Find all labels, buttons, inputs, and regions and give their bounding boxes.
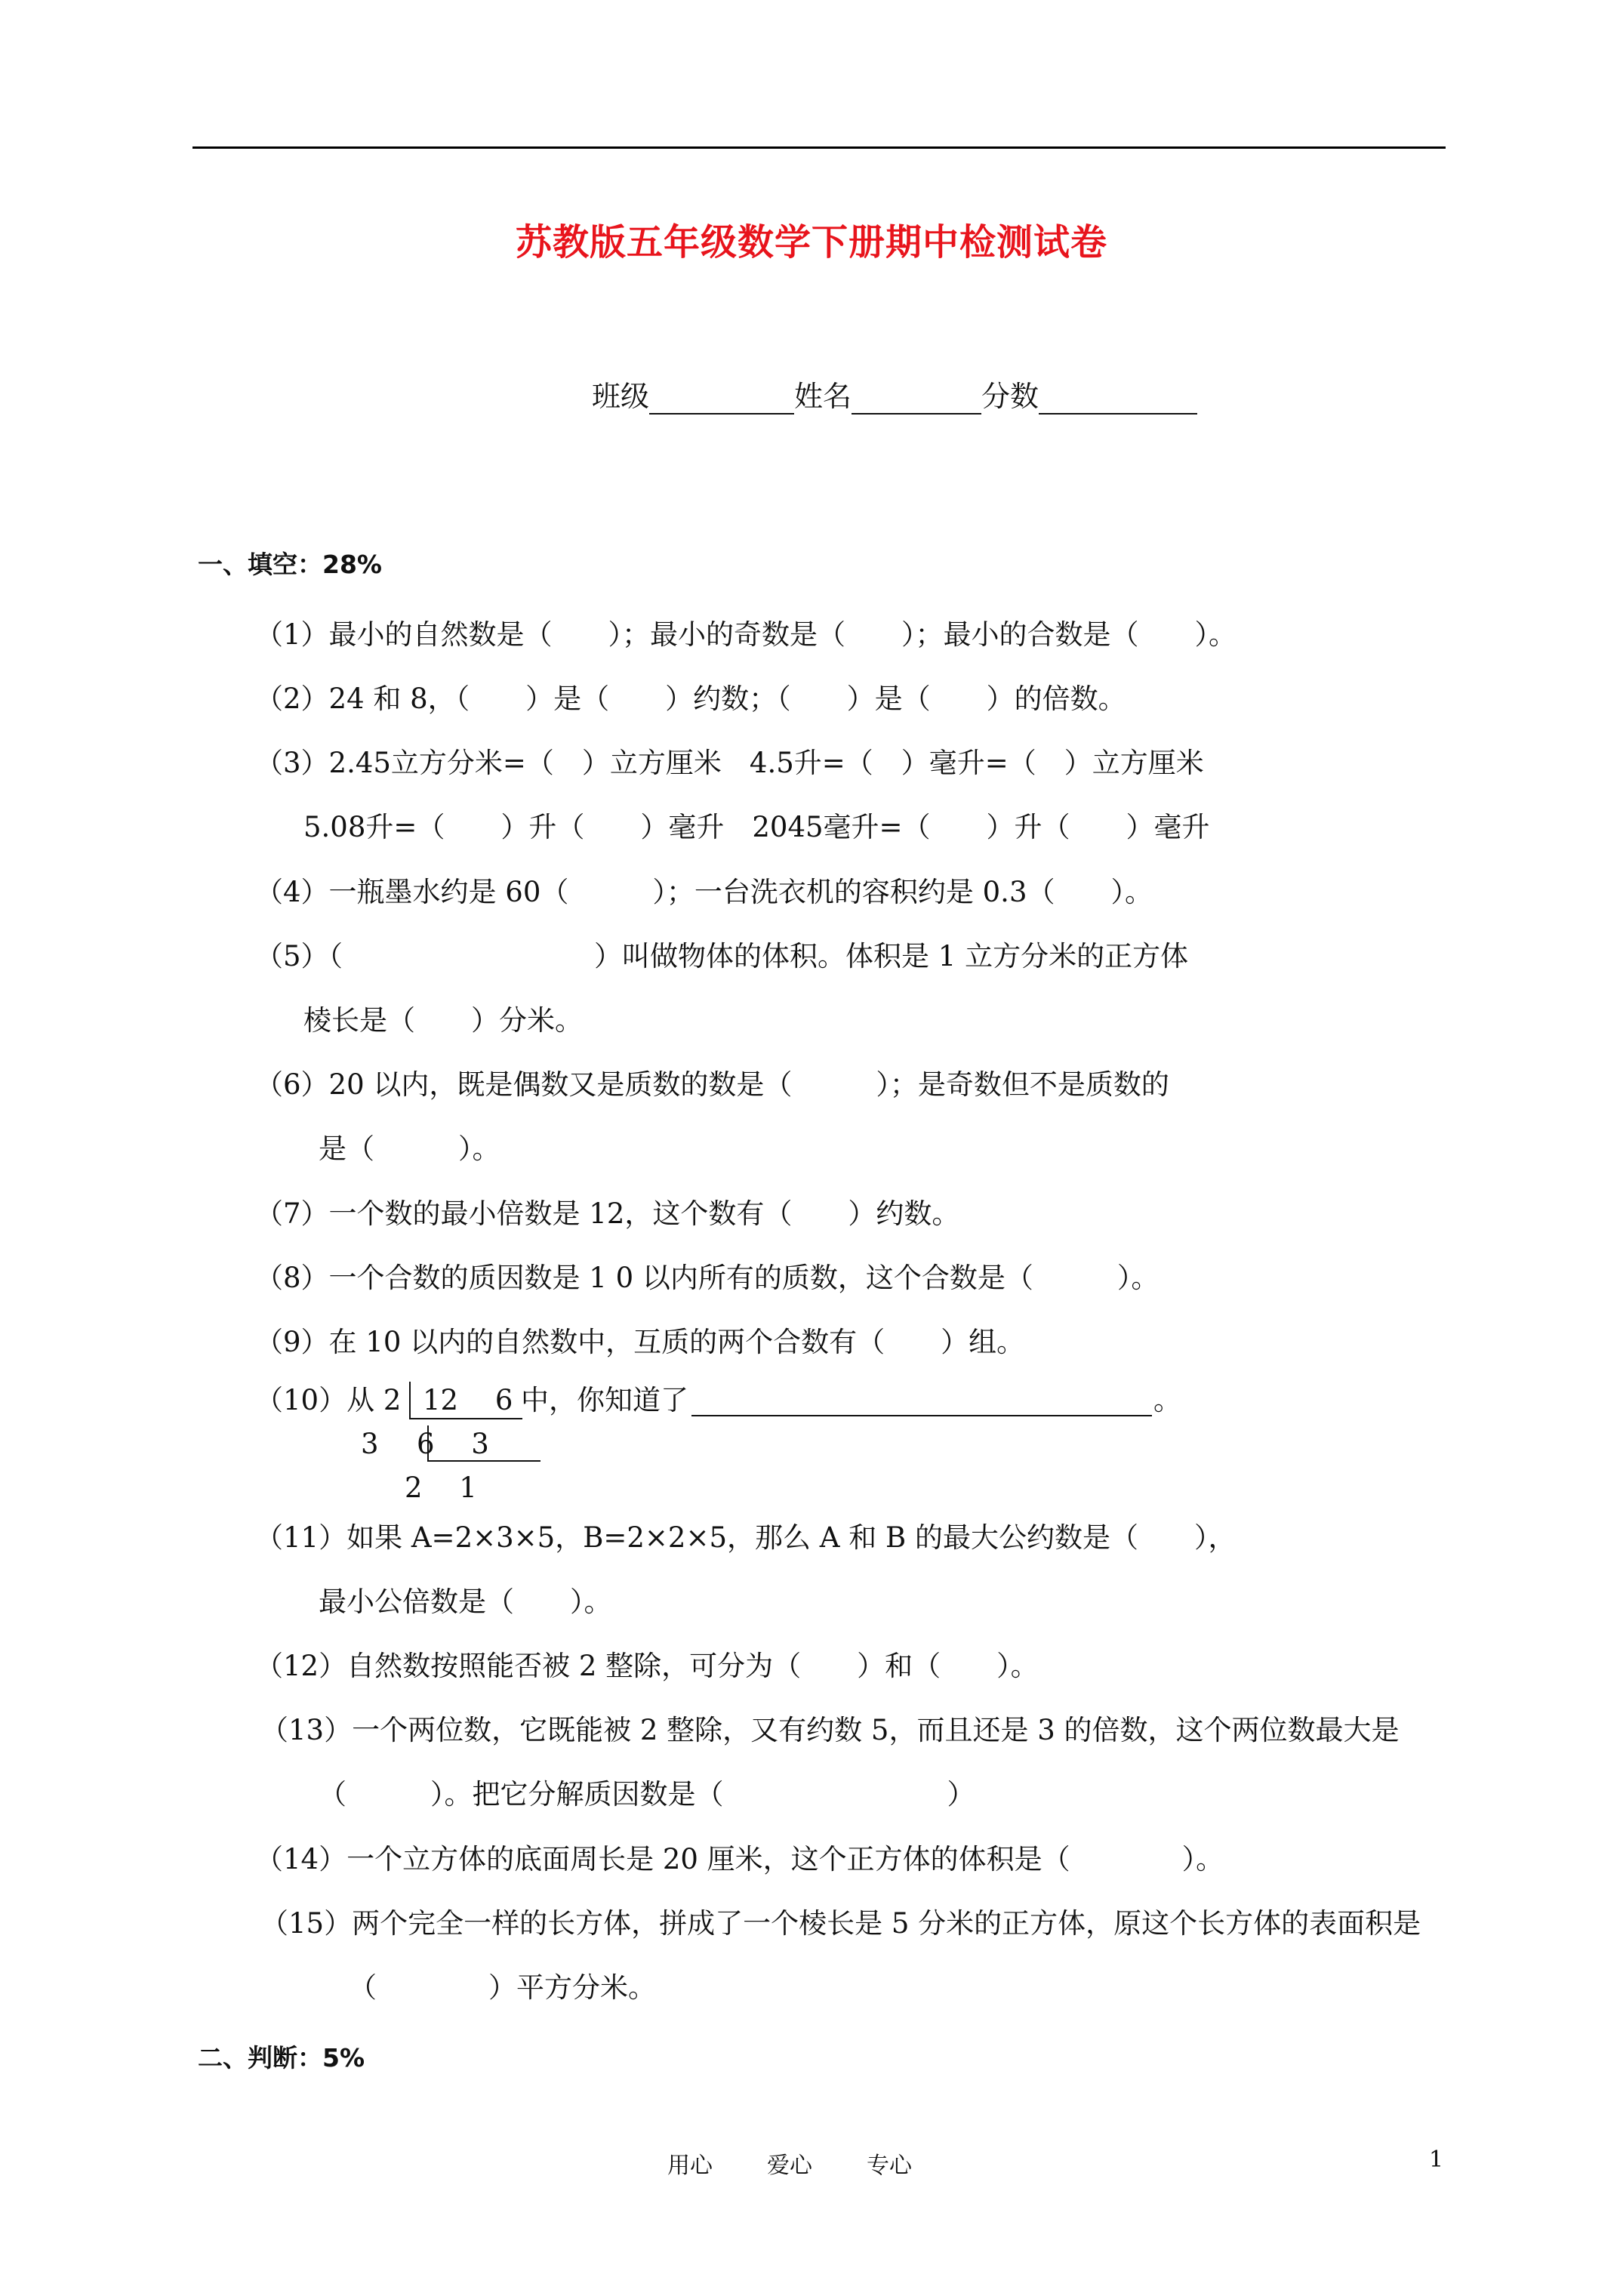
question-3-continued: 5.08升=（ ）升（ ）毫升 2045毫升=（ ）升（ ）毫升 <box>303 811 1210 843</box>
header-rule <box>192 146 1446 149</box>
question-13: （13）一个两位数，它既能被 2 整除，又有约数 5，而且还是 3 的倍数，这个两位数最大是 <box>260 1714 1400 1746</box>
division-line-1 <box>409 1418 522 1419</box>
division-line-2 <box>427 1460 540 1462</box>
footer-motto-1: 用心 <box>667 2153 713 2179</box>
question-5-continued: 棱长是（ ）分米。 <box>303 1004 583 1037</box>
section-heading-fill-in: 一、填空：28% <box>198 550 382 579</box>
class-blank <box>649 381 794 415</box>
footer-motto-2: 爱心 <box>767 2153 812 2179</box>
question-1: （1）最小的自然数是（ ）；最小的奇数是（ ）；最小的合数是（ ）。 <box>255 618 1237 651</box>
question-15-continued: （ ）平方分米。 <box>349 1971 656 2004</box>
question-11-continued: 最小公倍数是（ ）。 <box>319 1586 612 1618</box>
page-title: 苏教版五年级数学下册期中检测试卷 <box>515 221 1107 264</box>
score-blank <box>1039 381 1197 415</box>
q10-final-row: 2 1 <box>405 1472 477 1504</box>
q10-answer-blank <box>691 1388 1152 1416</box>
q10-quotient-row: 6 3 <box>417 1428 489 1460</box>
student-info-row <box>592 373 1197 415</box>
footer-motto-3: 专心 <box>867 2153 912 2179</box>
name-blank <box>852 381 981 415</box>
question-8: （8）一个合数的质因数是 1 0 以内所有的质数，这个合数是（ ）。 <box>255 1262 1160 1294</box>
question-5: （5）（ ）叫做物体的体积。体积是 1 立方分米的正方体 <box>255 940 1189 972</box>
question-3: （3）2.45立方分米=（ ）立方厘米 4.5升=（ ）毫升=（ ）立方厘米 <box>255 747 1204 779</box>
question-12: （12）自然数按照能否被 2 整除，可分为（ ）和（ ）。 <box>255 1650 1039 1682</box>
q10-prefix: （10）从 2 <box>255 1384 402 1416</box>
question-2: （2）24 和 8，（ ）是（ ）约数；（ ）是（ ）的倍数。 <box>255 683 1126 715</box>
question-14: （14）一个立方体的底面周长是 20 厘米，这个正方体的体积是（ ）。 <box>255 1843 1224 1875</box>
q10-suffix: 中，你知道了 <box>521 1384 688 1416</box>
q10-divisor-2: 3 <box>361 1428 379 1460</box>
q10-dividend: 12 6 <box>423 1384 513 1416</box>
page-number: 1 <box>1429 2147 1444 2173</box>
question-11: （11）如果 A=2×3×5，B=2×2×5，那么 A 和 B 的最大公约数是（ ）， <box>255 1521 1236 1554</box>
question-7: （7）一个数的最小倍数是 12，这个数有（ ）约数。 <box>255 1197 960 1230</box>
name-label: 姓名 <box>794 380 852 413</box>
question-6-continued: 是（ ）。 <box>319 1133 500 1165</box>
question-15: （15）两个完全一样的长方体，拼成了一个棱长是 5 分米的正方体，原这个长方体的表面积是 <box>260 1907 1421 1940</box>
question-13-continued: （ ）。把它分解质因数是（ ） <box>319 1778 975 1811</box>
class-label: 班级 <box>592 380 650 413</box>
q10-end: 。 <box>1153 1384 1181 1416</box>
question-6: （6）20 以内，既是偶数又是质数的数是（ ）；是奇数但不是质数的 <box>255 1068 1169 1101</box>
score-label: 分数 <box>981 380 1039 413</box>
division-bar-1 <box>409 1382 411 1419</box>
question-9: （9）在 10 以内的自然数中，互质的两个合数有（ ）组。 <box>255 1326 1025 1358</box>
section-heading-true-false: 二、判断：5% <box>198 2043 365 2073</box>
question-4: （4）一瓶墨水约是 60（ ）；一台洗衣机的容积约是 0.3（ ）。 <box>255 876 1153 908</box>
